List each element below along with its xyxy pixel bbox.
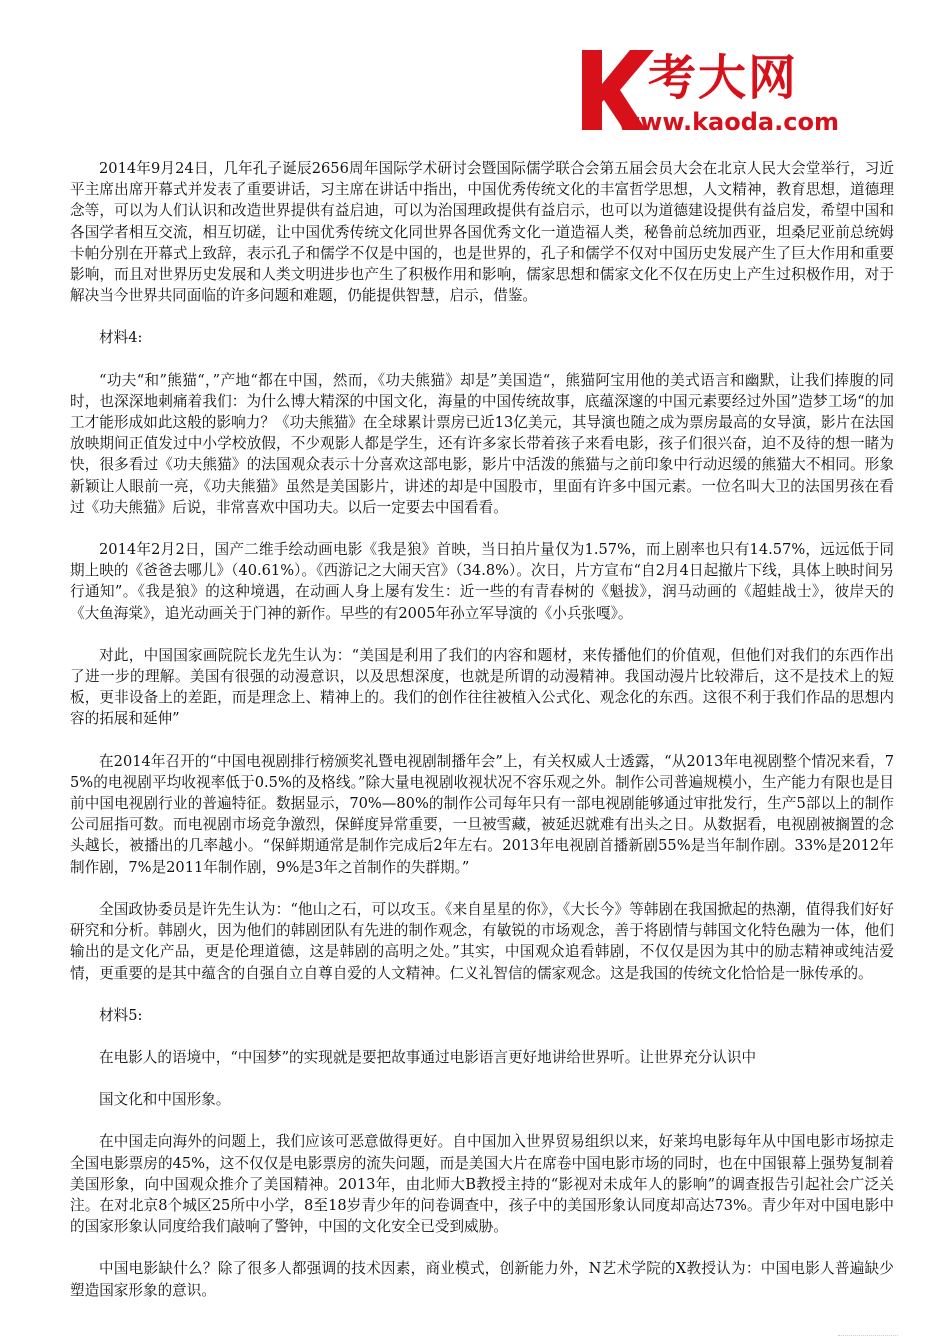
document-body	[70, 158, 894, 1322]
paragraph: 在中国走向海外的问题上，我们应该可恶意做得更好。自中国加入世界贸易组织以来，好莱坞电影每年从中国电影市场掠走全国电影票房的45%，这不仅仅是电影票房的流失问题，而是美国大片在席卷中国电影市场的同时，也在中国银幕上强势复制着美国形象，向中国观众推介了美国精神。2013年，由北师大B教授主持的“影视对未成年人的影响”的调查报告引起社会广泛关注。在对北京8个城区25所中小学，8至18岁青少年的问卷调查中，孩子中的美国形象认同度却高达73%。青少年对中国电影中的国家形象认同度给我们敲响了警钟，中国的文化安全已受到威胁。	[70, 1133, 894, 1236]
paragraph: 2014年2月2日，国产二维手绘动画电影《我是狼》首映，当日拍片量仅为1.57%，而上剧率也只有14.57%，远远低于同期上映的《爸爸去哪儿》（40.61%）。《西游记之大闹天宫》（34.8%）。次日，片方宣布“自2月4日起撤片下线，具体上映时间另行通知”。《我是狼》的这种境遇，在动画人身上屡有发生：近一些的有青春树的《魁拔》，润马动画的《超蛙战士》，彼岸天的《大鱼海棠》，追光动画关于门神的新作。早些的有2005年孙立军导演的《小兵张嘎》。	[70, 541, 894, 622]
paragraph: 中国电影缺什么？除了很多人都强调的技术因素，商业模式，创新能力外，N艺术学院的X教授认为：中国电影人普遍缺少塑造国家形象的意识。	[70, 1260, 894, 1299]
logo-url: www.kaoda.com	[618, 108, 839, 136]
paragraph: 对此，中国国家画院院长龙先生认为：“美国是利用了我们的内容和题材，来传播他们的价值观，但他们对我们的东西作出了进一步的理解。美国有很强的动漫意识，以及思想深度，也就是所谓的动漫精神。我国动漫片比较滞后，这不是技术上的短板，更非设备上的差距，而是理念上、精神上的。我们的创作往往被植入公式化、观念化的东西。这很不利于我们作品的思想内容的拓展和延伸”	[70, 646, 894, 728]
paragraph: 2014年9月24日，几年孔子诞辰2656周年国际学术研讨会暨国际儒学联合会第五届会员大会在北京人民大会堂举行，习近平主席出席开幕式并发表了重要讲话，习主席在讲话中指出，中国优秀传统文化的丰富哲学思想，人文精神，教育思想，道德理念等，可以为人们认识和改造世界提供有益启迪，可以为治国理政提供有益启示，也可以为道德建设提供有益启发，希望中国和各国学者相互交流，相互切磋，让中国优秀传统文化同世界各国优秀文化一道造福人类，秘鲁前总统加西亚，坦桑尼亚前总统姆卡帕分别在开幕式上致辞，表示孔子和儒学不仅是中国的，也是世界的，孔子和儒学不仅对中国历史发展产生了巨大作用和重要影响，而且对世界历史发展和人类文明进步也产生了积极作用和影响，儒家思想和儒家文化不仅在历史上产生过积极作用，对于解决当今世界共同面临的许多问题和难题，仍能提供智慧，启示，借鉴。	[70, 160, 894, 305]
paragraph-line: 国文化和中国形象。	[99, 1091, 231, 1109]
footer-divider	[838, 1335, 898, 1342]
site-logo[interactable]	[578, 34, 908, 138]
logo-name: 考大网	[648, 50, 799, 106]
paragraph-line: 在电影人的语境中，“中国梦”的实现就是要把故事通过电影语言更好地讲给世界听。让世界充分认识中	[99, 1048, 757, 1066]
section-label: 材料4:	[99, 329, 143, 347]
paragraph: “功夫“和”熊猫“，”产地“都在中国，然而，《功夫熊猫》却是”美国造“，熊猫阿宝用他的美式语言和幽默，让我们捧腹的同时，也深深地刺痛着我们：为什么博大精深的中国文化，海量的中国传统故事，底蕴深邃的中国元素要经过外国”造梦工场“的加工才能形成如此这般的影响力？《功夫熊猫》在全球累计票房已近13亿美元，其导演也随之成为票房最高的女导演，影片在法国放映期间正值发过中小学校放假，不少观影人都是学生，还有许多家长带着孩子来看电影，孩子们很兴奋，迫不及待的想一睹为快，很多看过《功夫熊猫》的法国观众表示十分喜欢这部电影，影片中活泼的熊猫与之前印象中行动迟缓的熊猫大不相同。形象新颖让人眼前一亮，《功夫熊猫》虽然是美国影片，讲述的却是中国股市，里面有许多中国元素。一位名叫大卫的法国男孩在看过《功夫熊猫》后说，非常喜欢中国功夫。以后一定要去中国看看。	[70, 371, 894, 516]
section-label: 材料5:	[99, 1006, 143, 1024]
paragraph: 在2014年召开的“中国电视剧排行榜颁奖礼暨电视剧制播年会”上，有关权威人士透露，“从2013年电视剧整个情况来看，75%的电视剧平均收视率低于0.5%的及格线。”除大量电视剧收视状况不容乐观之外。制作公司普遍规模小，生产能力有限也是目前中国电视剧行业的普遍特征。数据显示，70%—80%的制作公司每年只有一部电视剧能够通过审批发行，生产5部以上的制作公司屈指可数。而电视剧市场竞争激烈，保鲜度异常重要，一旦被雪藏，被延迟就难有出头之日。从数据看，电视剧被搁置的念头越长，被播出的几率越小。“保鲜期通常是制作完成后2年左右。2013年电视剧首播新剧55%是当年制作剧。33%是2012年制作剧，7%是2011年制作剧，9%是3年之首制作的失群期。”	[70, 752, 894, 876]
paragraph: 全国政协委员是许先生认为：“他山之石，可以攻玉。《来自星星的你》，《大长今》等韩剧在我国掀起的热潮，值得我们好好研究和分析。韩剧火，因为他们的韩剧团队有先进的制作观念，有敏锐的市场观念，善于将剧情与韩国文化特色融为一体，他们输出的是文化产品，更是伦理道德，这是韩剧的高明之处。”其实，中国观众追看韩剧，不仅仅是因为其中的励志精神或纯洁爱情，更重要的是其中蕴含的自强自立自尊自爱的人文精神。仁义礼智信的儒家观念。这是我国的传统文化恰恰是一脉传承的。	[70, 900, 894, 982]
